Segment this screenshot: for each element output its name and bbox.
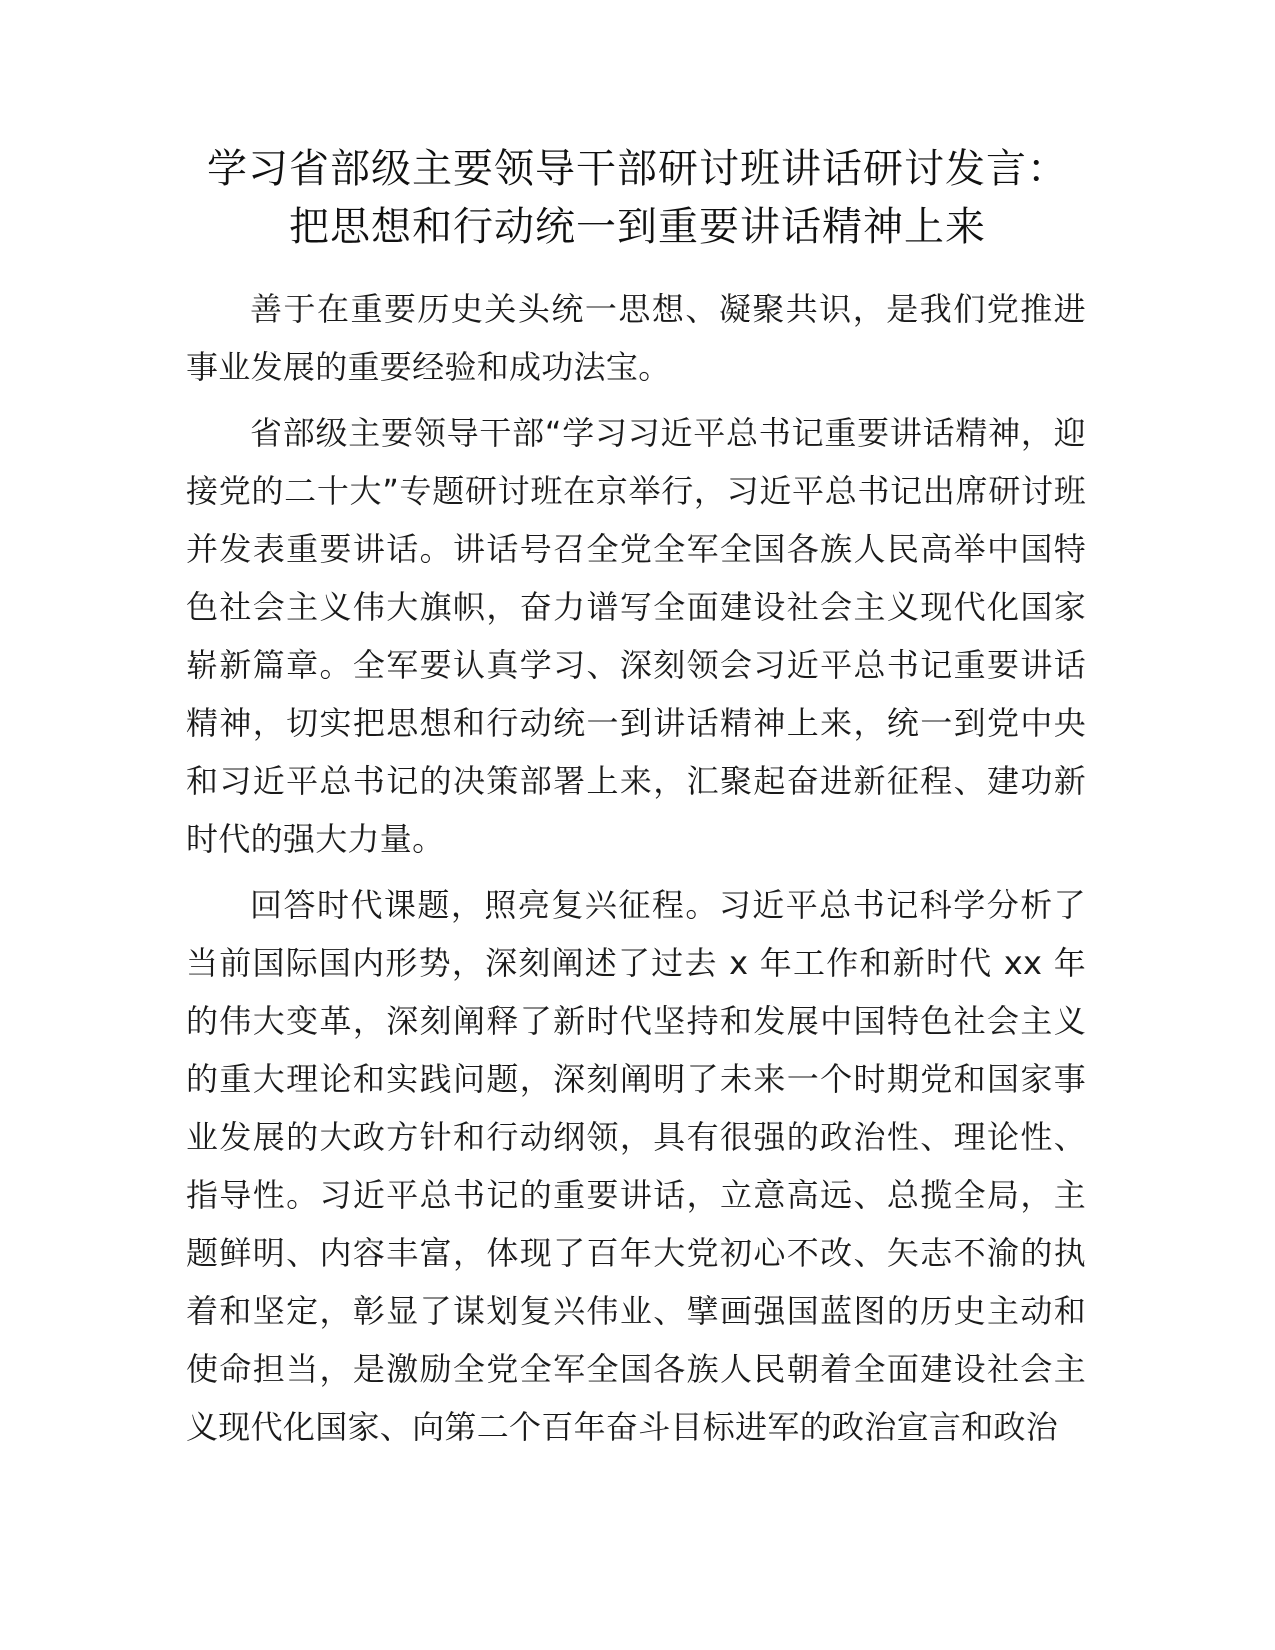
document-title <box>150 140 1125 256</box>
paragraph-2: 省部级主要领导干部“学习习近平总书记重要讲话精神，迎接党的二十大”专题研讨班在京举行，习近平总书记出席研讨班并发表重要讲话。讲话号召全党全军全国各族人民高举中国特色社会主义伟大旗帜，奋力谱写全面建设社会主义现代化国家崭新篇章。全军要认真学习、深刻领会习近平总书记重要讲话精神，切实把思想和行动统一到讲话精神上来，统一到党中央和习近平总书记的决策部署上来，汇聚起奋进新征程、建功新时代的强大力量。 <box>186 414 1086 858</box>
paragraph-3: 回答时代课题，照亮复兴征程。习近平总书记科学分析了当前国际国内形势，深刻阐述了过去 x 年工作和新时代 xx 年的伟大变革，深刻阐释了新时代坚持和发展中国特色社会主义的重大理论和实践问题，深刻阐明了未来一个时期党和国家事业发展的大政方针和行动纲领，具有很强的政治性、理论性、指导性。习近平总书记的重要讲话，立意高远、总揽全局，主题鲜明、内容丰富，体现了百年大党初心不改、矢志不渝的执着和坚定，彰显了谋划复兴伟业、擘画强国蓝图的历史主动和使命担当，是激励全党全军全国各族人民朝着全面建设社会主义现代化国家、向第二个百年奋斗目标进军的政治宣言和政治 <box>186 886 1086 1446</box>
paragraph-1: 善于在重要历史关头统一思想、凝聚共识，是我们党推进事业发展的重要经验和成功法宝。 <box>186 290 1086 386</box>
title-line-2: 把思想和行动统一到重要讲话精神上来 <box>289 204 986 250</box>
document-body <box>186 280 1086 1464</box>
title-line-1: 学习省部级主要领导干部研讨班讲话研讨发言： <box>207 146 1068 192</box>
